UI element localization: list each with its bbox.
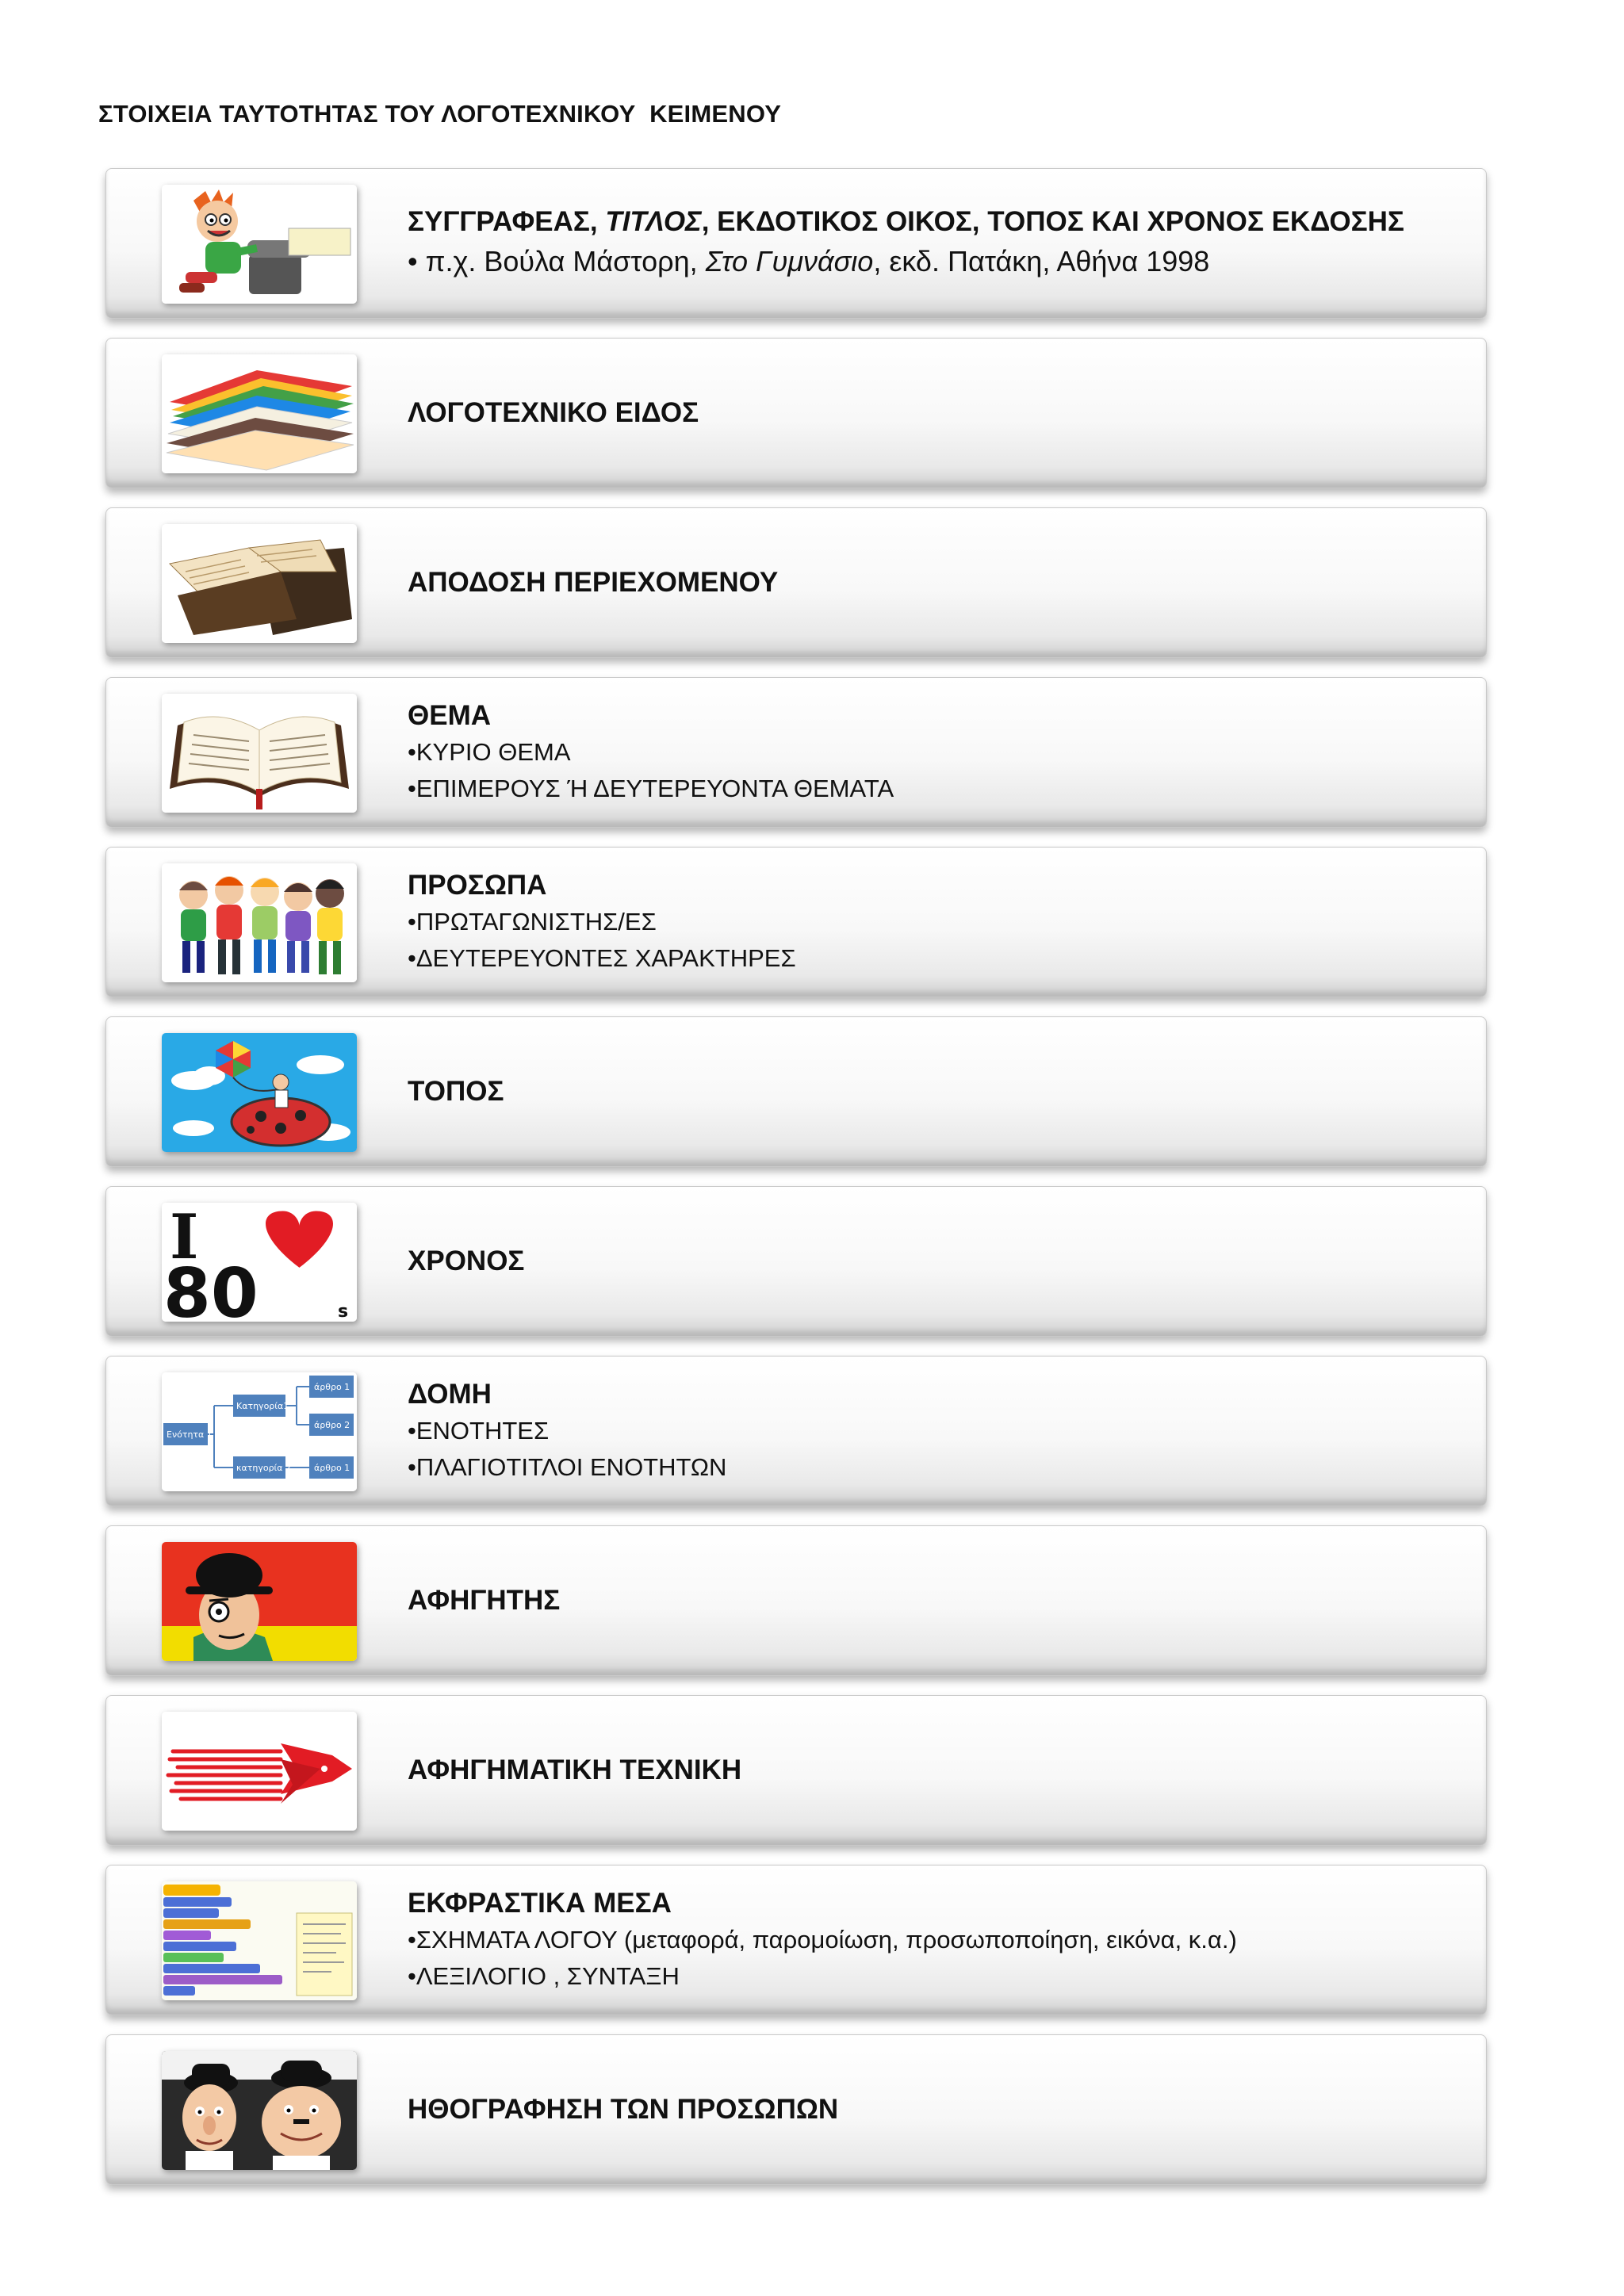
row-item: •ΛΕΞΙΛΟΓΙΟ , ΣΥΝΤΑΞΗ: [408, 1962, 680, 1990]
expressive-thumbnail: [162, 1881, 357, 2000]
row-author-title-publisher: [105, 168, 1487, 319]
row-item: •ΕΠΙΜΕΡΟΥΣ Ή ΔΕΥΤΕΡΕΥΟΝΤΑ ΘΕΜΑΤΑ: [408, 775, 894, 802]
bowler-hat-narrator-icon: [162, 1542, 357, 1661]
caricature-duo-icon: [162, 2051, 357, 2170]
row-expressive-means: [105, 1865, 1487, 2015]
code-blocks-icon: [162, 1881, 357, 2000]
i-heart-80s-icon: [162, 1203, 357, 1322]
narrator-thumbnail: [162, 1542, 357, 1661]
books-thumbnail: [162, 354, 357, 473]
svg-text:κατηγορία 2: κατηγορία 2: [236, 1463, 292, 1473]
structure-diagram-icon: [162, 1372, 357, 1491]
row-narrator: [105, 1525, 1487, 1676]
row-structure: [105, 1356, 1487, 1506]
open-old-books-icon: [162, 524, 357, 643]
svg-text:80: 80: [163, 1254, 259, 1322]
time-thumbnail: [162, 1203, 357, 1322]
row-item: •ΔΕΥΤΕΡΕΥΟΝΤΕΣ ΧΑΡΑΚΤΗΡΕΣ: [408, 944, 796, 972]
old-books-thumbnail: [162, 524, 357, 643]
row-heading: ΤΟΠΟΣ: [408, 1076, 504, 1107]
row-time: [105, 1186, 1487, 1337]
row-theme: [105, 677, 1487, 828]
row-item: •ΚΥΡΙΟ ΘΕΜΑ: [408, 738, 571, 766]
row-characterization: [105, 2034, 1487, 2185]
row-content-rendering: [105, 507, 1487, 658]
page-title: ΣΤΟΙΧΕΙΑ ΤΑΥΤΟΤΗΤΑΣ ΤΟΥ ΛΟΓΟΤΕΧΝΙΚΟΥ ΚΕΙΜΕΝΟΥ: [98, 100, 782, 128]
row-example: • π.χ. Βούλα Μάστορη, Στο Γυμνάσιο, εκδ. Πατάκη, Αθήνα 1998: [408, 245, 1210, 277]
row-heading: ΠΡΟΣΩΠΑ: [408, 870, 547, 901]
row-place: [105, 1016, 1487, 1167]
row-item: •ΠΡΩΤΑΓΩΝΙΣΤΗΣ/ΕΣ: [408, 908, 657, 936]
svg-text:Κατηγορία1: Κατηγορία1: [236, 1401, 289, 1411]
svg-text:άρθρο 2: άρθρο 2: [314, 1420, 350, 1430]
bible-thumbnail: [162, 694, 357, 813]
kite-ladybug-icon: [162, 1033, 357, 1152]
row-heading: ΗΘΟΓΡΑΦΗΣΗ ΤΩΝ ΠΡΟΣΩΠΩΝ: [408, 2094, 839, 2125]
cartoon-children-icon: [162, 863, 357, 982]
speed-pens-icon: [162, 1712, 357, 1831]
row-narrative-technique: [105, 1695, 1487, 1846]
technique-thumbnail: [162, 1712, 357, 1831]
svg-text:s: s: [338, 1302, 349, 1322]
row-heading: ΕΚΦΡΑΣΤΙΚΑ ΜΕΣΑ: [408, 1888, 672, 1919]
row-heading: ΘΕΜΑ: [408, 700, 491, 731]
row-item: •ΠΛΑΓΙΟΤΙΤΛΟΙ ΕΝΟΤΗΤΩΝ: [408, 1453, 727, 1481]
place-thumbnail: [162, 1033, 357, 1152]
row-heading: ΔΟΜΗ: [408, 1379, 492, 1410]
row-heading: ΣΥΓΓΡΑΦΕΑΣ, ΤΙΤΛΟΣ, ΕΚΔΟΤΙΚΟΣ ΟΙΚΟΣ, ΤΟΠΟΣ ΚΑΙ ΧΡΟΝΟΣ ΕΚΔΟΣΗΣ: [408, 206, 1404, 237]
svg-text:Ενότητα 1: Ενότητα 1: [167, 1429, 213, 1440]
row-heading: ΑΦΗΓΗΜΑΤΙΚΗ ΤΕΧΝΙΚΗ: [408, 1755, 742, 1785]
row-literary-genre: [105, 338, 1487, 488]
characters-thumbnail: [162, 2051, 357, 2170]
cartoon-writer-icon: [162, 185, 357, 304]
row-heading: ΑΦΗΓΗΤΗΣ: [408, 1585, 561, 1616]
open-book-icon: [162, 694, 357, 813]
writer-thumbnail: [162, 185, 357, 304]
stacked-books-icon: [162, 354, 357, 473]
svg-text:άρθρο 1: άρθρο 1: [314, 1382, 350, 1392]
structure-thumbnail: [162, 1372, 357, 1491]
row-characters: [105, 847, 1487, 997]
row-heading: ΑΠΟΔΟΣΗ ΠΕΡΙΕΧΟΜΕΝΟΥ: [408, 567, 779, 598]
svg-text:I: I: [170, 1203, 199, 1273]
row-item: •ΕΝΟΤΗΤΕΣ: [408, 1417, 550, 1445]
row-item: •ΣΧΗΜΑΤΑ ΛΟΓΟΥ (μεταφορά, παρομοίωση, προσωποποίηση, εικόνα, κ.α.): [408, 1926, 1237, 1954]
kids-thumbnail: [162, 863, 357, 982]
row-heading: ΛΟΓΟΤΕΧΝΙΚΟ ΕΙΔΟΣ: [408, 397, 699, 428]
row-heading: ΧΡΟΝΟΣ: [408, 1246, 525, 1276]
svg-text:άρθρο 1: άρθρο 1: [314, 1463, 350, 1473]
